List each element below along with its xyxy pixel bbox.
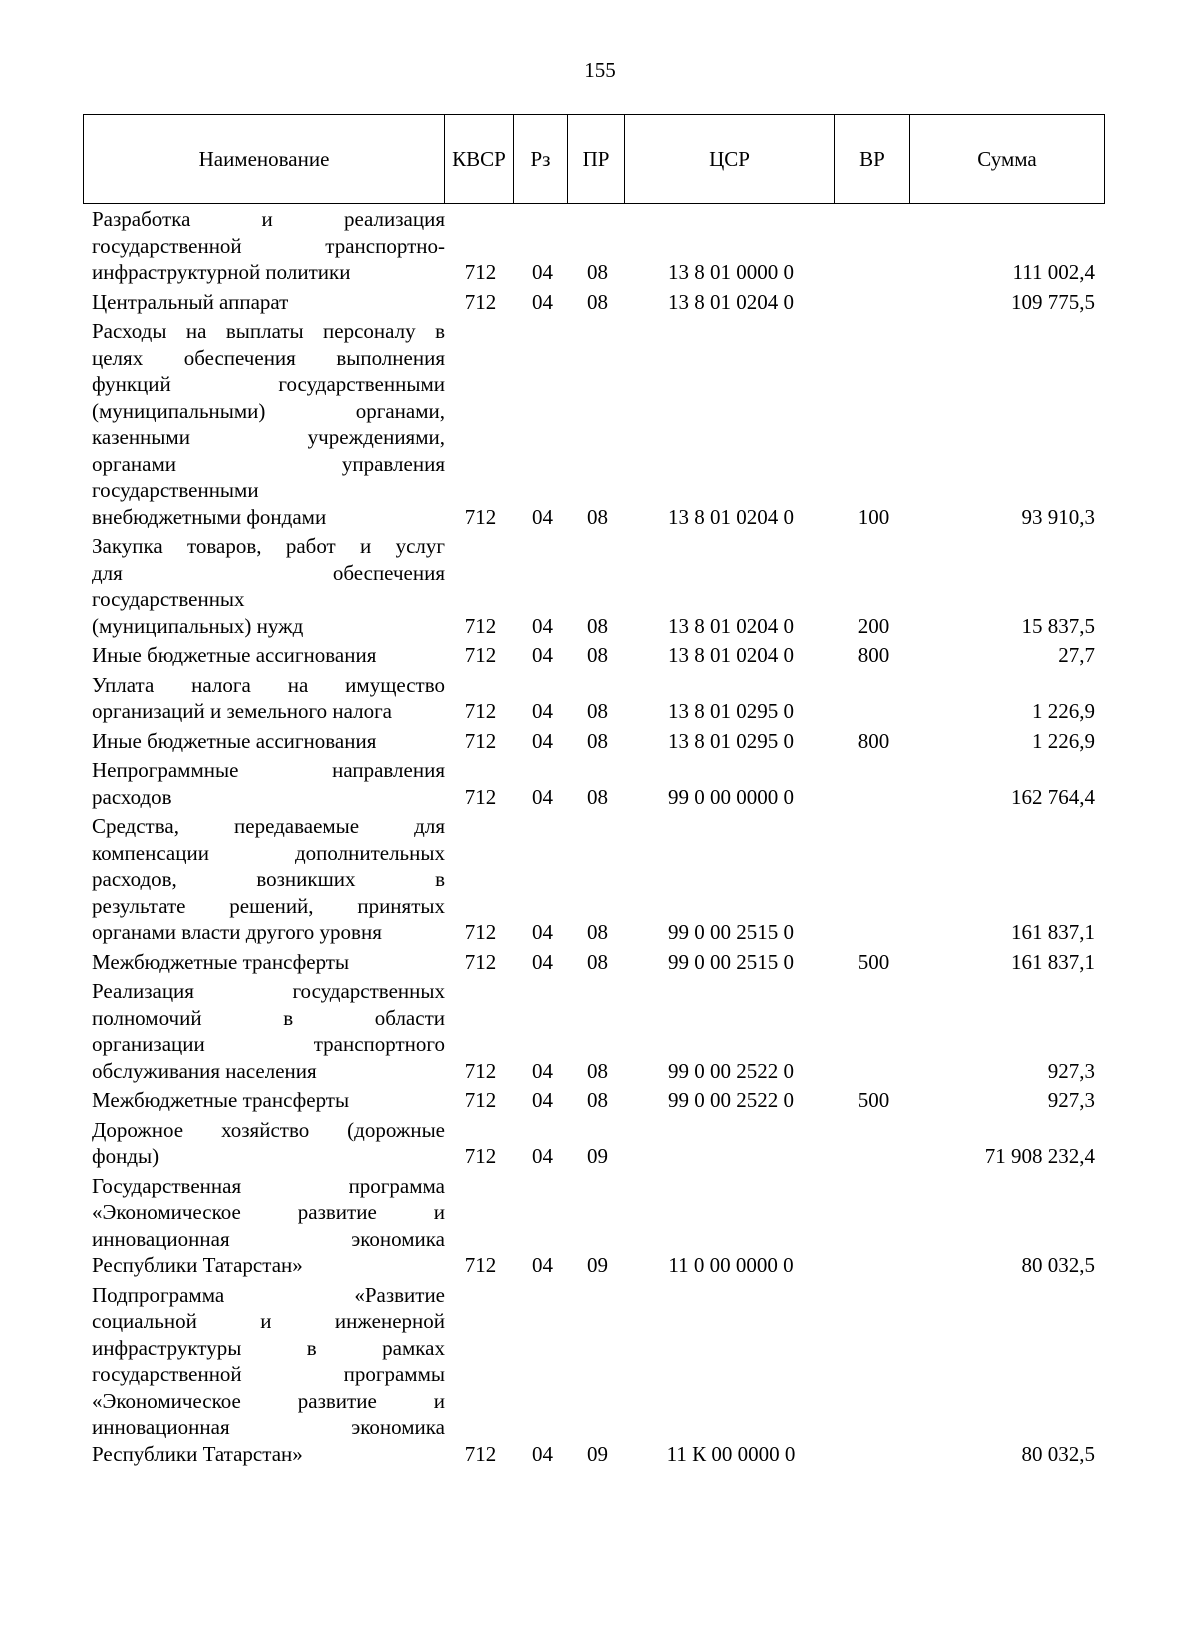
row-sum: 27,7 — [1058, 643, 1095, 667]
row-name-line: «Экономическое развитие и — [92, 1388, 445, 1413]
row-name — [83, 810, 445, 946]
row-pr: 08 — [587, 1088, 608, 1112]
row-sum: 161 837,1 — [1011, 920, 1095, 944]
row-name-line: государственной транспортно- — [92, 233, 445, 258]
row-name-line: фонды) — [92, 1144, 160, 1168]
row-rz: 04 — [532, 699, 553, 723]
row-name-line: казенными учреждениями, — [92, 425, 445, 449]
header-name: Наименование — [84, 115, 445, 204]
row-name-line: Межбюджетные трансферты — [92, 1088, 350, 1112]
row-kvsr: 712 — [464, 504, 497, 529]
row-vr — [836, 810, 911, 946]
row-name-line: Разработка и реализация — [92, 207, 445, 231]
row-name-line: инфраструктуры в рамках — [92, 1335, 445, 1360]
row-pr: 08 — [587, 643, 608, 667]
row-name-line: Межбюджетные трансферты — [92, 949, 350, 974]
row-csr: 13 8 01 0000 0 — [668, 260, 794, 284]
table-row — [83, 315, 1107, 530]
row-vr: 100 — [857, 504, 890, 529]
row-rz: 04 — [532, 643, 553, 667]
row-pr: 08 — [587, 920, 608, 944]
row-csr: 13 8 01 0204 0 — [668, 289, 794, 314]
row-name-line: организаций и земельного налога — [92, 699, 392, 723]
row-name-line: инновационная экономика — [92, 1415, 445, 1439]
table-row — [83, 1170, 1107, 1279]
table-row — [83, 530, 1107, 639]
row-csr: 13 8 01 0204 0 — [668, 504, 794, 529]
row-vr: 800 — [857, 643, 890, 667]
row-name-line: государственных — [92, 587, 245, 611]
row-kvsr: 712 — [464, 260, 497, 284]
row-name-line: Центральный аппарат — [92, 289, 289, 314]
row-rz: 04 — [532, 949, 553, 974]
row-kvsr: 712 — [464, 1253, 497, 1277]
row-name — [83, 725, 445, 755]
row-csr: 99 0 00 0000 0 — [668, 784, 794, 809]
row-sum: 927,3 — [1047, 1058, 1095, 1083]
row-vr — [836, 1170, 911, 1279]
row-csr — [626, 1114, 836, 1170]
row-name-line: полномочий в области — [92, 1005, 445, 1030]
row-csr: 11 К 00 0000 0 — [666, 1441, 796, 1466]
row-rz: 04 — [532, 1088, 553, 1112]
row-csr: 13 8 01 0204 0 — [668, 613, 794, 638]
row-vr — [836, 669, 911, 725]
row-name-line: инфраструктурной политики — [92, 260, 351, 284]
row-name-line: расходов, возникших в — [92, 867, 445, 891]
row-rz: 04 — [532, 613, 553, 638]
row-kvsr: 712 — [464, 289, 497, 314]
row-csr: 99 0 00 2515 0 — [668, 949, 794, 974]
row-rz: 04 — [532, 260, 553, 284]
row-kvsr: 712 — [464, 728, 497, 753]
row-pr: 08 — [587, 784, 608, 809]
row-vr: 800 — [857, 728, 890, 753]
row-vr: 200 — [857, 613, 890, 638]
row-name-line: инновационная экономика — [92, 1226, 445, 1251]
row-name-line: организации транспортного — [92, 1032, 445, 1056]
budget-table — [83, 203, 1107, 1467]
table-row — [83, 975, 1107, 1084]
row-csr: 11 0 00 0000 0 — [668, 1253, 794, 1277]
header-rz: Рз — [514, 115, 568, 204]
row-name-line: «Экономическое развитие и — [92, 1200, 445, 1224]
row-rz: 04 — [532, 289, 553, 314]
row-name — [83, 975, 445, 1084]
row-rz: 04 — [532, 1441, 553, 1466]
row-name-line: Непрограммные направления — [92, 758, 445, 782]
row-csr: 99 0 00 2522 0 — [668, 1058, 794, 1083]
row-pr: 09 — [587, 1441, 608, 1466]
row-name-line: Государственная программа — [92, 1173, 445, 1198]
row-rz: 04 — [532, 920, 553, 944]
row-csr: 99 0 00 2515 0 — [668, 920, 794, 944]
row-name — [83, 669, 445, 725]
row-name-line: Дорожное хозяйство (дорожные — [92, 1117, 445, 1142]
row-sum: 80 032,5 — [1021, 1441, 1095, 1466]
row-vr: 500 — [857, 949, 890, 974]
row-rz: 04 — [532, 504, 553, 529]
row-kvsr: 712 — [464, 643, 497, 667]
row-name-line: расходов — [92, 784, 172, 809]
row-name-line: Уплата налога на имущество — [92, 672, 445, 697]
header-pr: ПР — [568, 115, 625, 204]
row-sum: 111 002,4 — [1012, 260, 1095, 284]
row-pr: 08 — [587, 699, 608, 723]
table-row — [83, 1084, 1107, 1114]
row-vr — [836, 975, 911, 1084]
row-name-line: Иные бюджетные ассигнования — [92, 728, 377, 753]
row-name-line: Средства, передаваемые для — [92, 814, 445, 838]
row-name — [83, 946, 445, 976]
row-csr: 13 8 01 0295 0 — [668, 699, 794, 723]
row-kvsr: 712 — [464, 1088, 497, 1112]
page-number: 155 — [584, 58, 616, 82]
row-kvsr: 712 — [464, 613, 497, 638]
row-kvsr: 712 — [464, 699, 497, 723]
row-name-line: государственной программы — [92, 1362, 445, 1386]
header-sum: Сумма — [910, 115, 1105, 204]
row-name-line: компенсации дополнительных — [92, 840, 445, 865]
row-pr: 09 — [587, 1144, 608, 1168]
row-name-line: Реализация государственных — [92, 979, 445, 1003]
table-row — [83, 286, 1107, 316]
row-name-line: целях обеспечения выполнения — [92, 345, 445, 370]
row-pr: 08 — [587, 613, 608, 638]
table-row — [83, 1279, 1107, 1468]
row-name — [83, 754, 445, 810]
header-kvsr: КВСР — [445, 115, 514, 204]
row-csr: 13 8 01 0295 0 — [668, 728, 794, 753]
row-vr — [836, 1114, 911, 1170]
row-kvsr: 712 — [464, 1441, 497, 1466]
row-sum: 71 908 232,4 — [984, 1144, 1095, 1168]
row-rz: 04 — [532, 728, 553, 753]
row-name — [83, 203, 445, 286]
row-sum: 109 775,5 — [1011, 289, 1095, 314]
row-pr: 08 — [587, 1058, 608, 1083]
row-sum: 15 837,5 — [1021, 613, 1095, 638]
row-name-line: органами управления — [92, 451, 445, 476]
row-name — [83, 530, 445, 639]
row-pr: 08 — [587, 260, 608, 284]
row-pr: 08 — [587, 728, 608, 753]
row-sum: 80 032,5 — [1021, 1253, 1095, 1277]
row-name-line: Расходы на выплаты персоналу в — [92, 319, 445, 343]
table-row — [83, 725, 1107, 755]
row-name-line: результате решений, принятых — [92, 893, 445, 918]
row-name — [83, 639, 445, 669]
row-pr: 08 — [587, 504, 608, 529]
row-name-line: Подпрограмма «Развитие — [92, 1282, 445, 1307]
row-name-line: социальной и инженерной — [92, 1309, 445, 1333]
row-sum: 1 226,9 — [1032, 699, 1095, 723]
row-kvsr: 712 — [464, 920, 497, 944]
row-vr: 500 — [857, 1088, 890, 1112]
row-name-line: для обеспечения — [92, 560, 445, 585]
row-sum: 161 837,1 — [1011, 949, 1095, 974]
row-kvsr: 712 — [464, 1144, 497, 1168]
row-kvsr: 712 — [464, 1058, 497, 1083]
row-name-line: (муниципальными) органами, — [92, 398, 445, 423]
table-row — [83, 669, 1107, 725]
row-sum: 927,3 — [1047, 1088, 1095, 1112]
row-name-line: государственными — [92, 478, 259, 502]
row-name — [83, 1084, 445, 1114]
row-rz: 04 — [532, 1058, 553, 1083]
row-vr — [836, 203, 911, 286]
row-rz: 04 — [532, 784, 553, 809]
row-name — [83, 286, 445, 316]
row-name-line: Закупка товаров, работ и услуг — [92, 534, 445, 558]
row-vr — [836, 286, 911, 316]
row-name — [83, 1114, 445, 1170]
row-sum: 162 764,4 — [1011, 784, 1095, 809]
table-row — [83, 946, 1107, 976]
header-vr: ВР — [835, 115, 910, 204]
row-name-line: Республики Татарстан» — [92, 1253, 303, 1277]
header-csr: ЦСР — [625, 115, 835, 204]
row-name — [83, 1279, 445, 1468]
table-row — [83, 203, 1107, 286]
row-name-line: Республики Татарстан» — [92, 1441, 303, 1466]
row-rz: 04 — [532, 1253, 553, 1277]
row-csr: 99 0 00 2522 0 — [668, 1088, 794, 1112]
table-row — [83, 810, 1107, 946]
row-rz: 04 — [532, 1144, 553, 1168]
row-name — [83, 315, 445, 530]
row-sum: 1 226,9 — [1032, 728, 1095, 753]
table-row — [83, 639, 1107, 669]
row-csr: 13 8 01 0204 0 — [668, 643, 794, 667]
row-pr: 08 — [587, 949, 608, 974]
row-name-line: функций государственными — [92, 372, 445, 396]
row-vr — [836, 754, 911, 810]
row-name-line: внебюджетными фондами — [92, 504, 327, 529]
row-kvsr: 712 — [464, 784, 497, 809]
row-pr: 09 — [587, 1253, 608, 1277]
row-name-line: органами власти другого уровня — [92, 920, 382, 944]
table-header — [83, 114, 1105, 204]
row-pr: 08 — [587, 289, 608, 314]
row-name-line: (муниципальных) нужд — [92, 613, 304, 638]
table-row — [83, 1114, 1107, 1170]
row-vr — [836, 1279, 911, 1468]
row-name-line: Иные бюджетные ассигнования — [92, 643, 377, 667]
row-name — [83, 1170, 445, 1279]
row-sum: 93 910,3 — [1021, 504, 1095, 529]
row-kvsr: 712 — [464, 949, 497, 974]
table-row — [83, 754, 1107, 810]
row-name-line: обслуживания населения — [92, 1058, 317, 1083]
